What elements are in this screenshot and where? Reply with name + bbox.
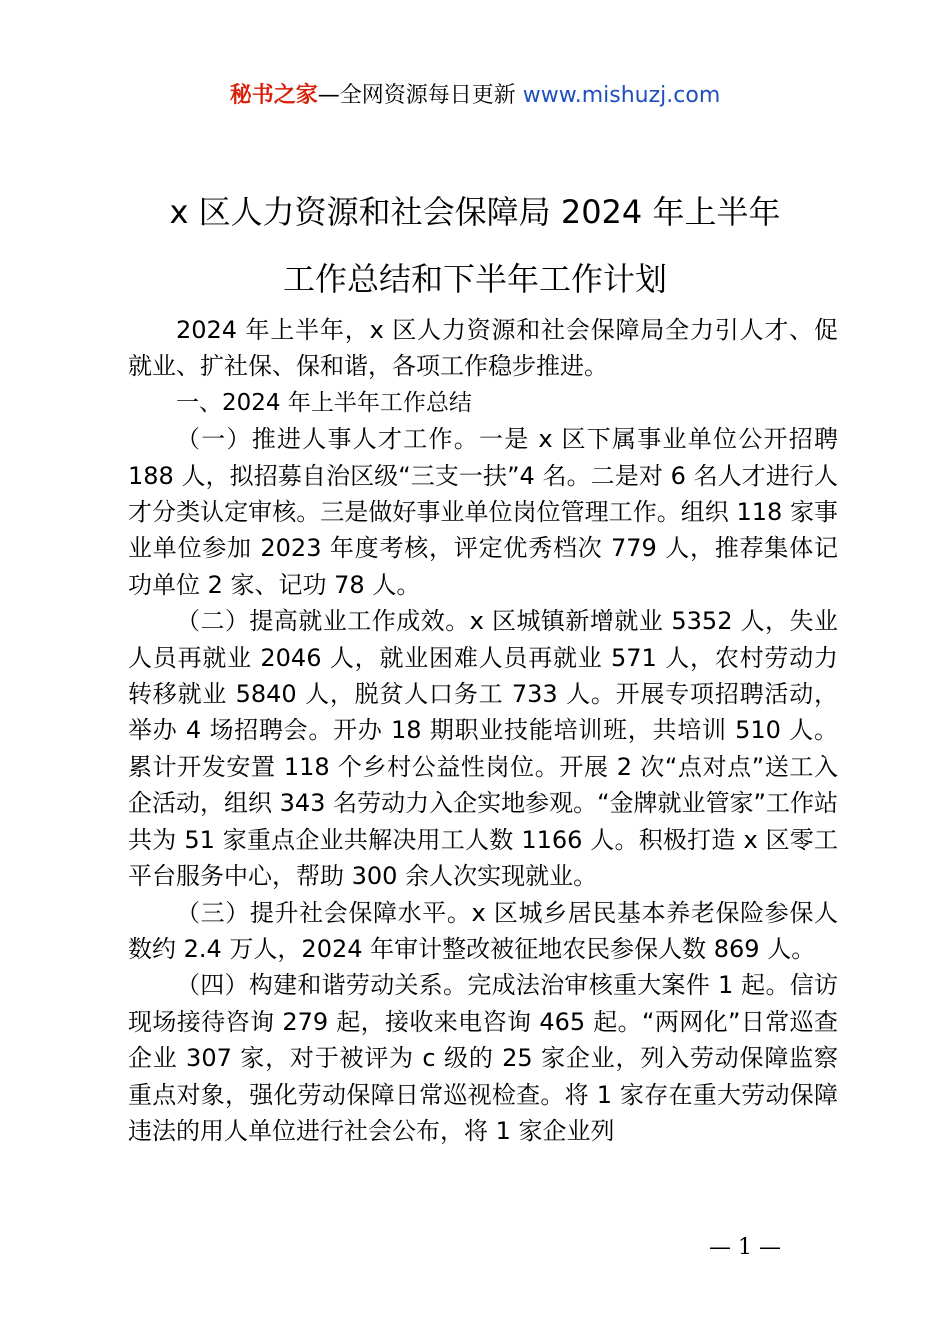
intro-paragraph: 2024 年上半年，x 区人力资源和社会保障局全力引人才、促就业、扩社保、保和谐，各项工作稳步推进。 — [128, 316, 838, 381]
page-number: — 1 — — [709, 1235, 781, 1260]
paragraph-employment: （二）提高就业工作成效。x 区城镇新增就业 5352 人，失业人员再就业 2046 人，就业困难人员再就业 571 人，农村劳动力转移就业 5840 人，脱贫人口务工 733 人。开展专项招聘活动，举办 4 场招聘会。开办 18 期职业技能培训班，共培训 510 人。累计开发安置 118 个乡村公益性岗位。开展 2 次“点对点”送工入企活动，组织 343 名劳动力入企实地参观。“金牌就业管家”工作站共为 51 家重点企业共解决用工人数 1166 人。积极打造 x 区零工平台服务中心，帮助 300 余人次实现就业。 — [128, 607, 838, 891]
site-url-link[interactable]: www.mishuzj.com — [522, 83, 721, 108]
site-brand: 秘书之家 — [229, 83, 318, 108]
paragraph-personnel: （一）推进人事人才工作。一是 x 区下属事业单位公开招聘 188 人，拟招募自治区级“三支一扶”4 名。二是对 6 名人才进行人才分类认定审核。三是做好事业单位岗位管理工作。组织 118 家事业单位参加 2023 年度考核，评定优秀档次 779 人，推荐集体记功单位 2 家、记功 78 人。 — [128, 425, 838, 599]
document-title-line1: x 区人力资源和社会保障局 2024 年上半年 — [169, 193, 781, 231]
paragraph-labor-relations: （四）构建和谐劳动关系。完成法治审核重大案件 1 起。信访现场接待咨询 279 起，接收来电咨询 465 起。“两网化”日常巡查企业 307 家，对于被评为 c 级的 25 家企业，列入劳动保障监察重点对象，强化劳动保障日常巡视检查。将 1 家存在重大劳动保障违法的用人单位进行社会公布，将 1 家企业列 — [128, 971, 838, 1145]
site-header — [0, 80, 950, 112]
site-tagline: —全网资源每日更新 — [317, 83, 516, 108]
paragraph-social-security: （三）提升社会保障水平。x 区城乡居民基本养老保险参保人数约 2.4 万人，2024 年审计整改被征地农民参保人数 869 人。 — [128, 898, 838, 963]
document-title-line2: 工作总结和下半年工作计划 — [282, 260, 667, 298]
document-body — [128, 312, 838, 1149]
section-heading: 一、2024 年上半年工作总结 — [176, 389, 472, 416]
